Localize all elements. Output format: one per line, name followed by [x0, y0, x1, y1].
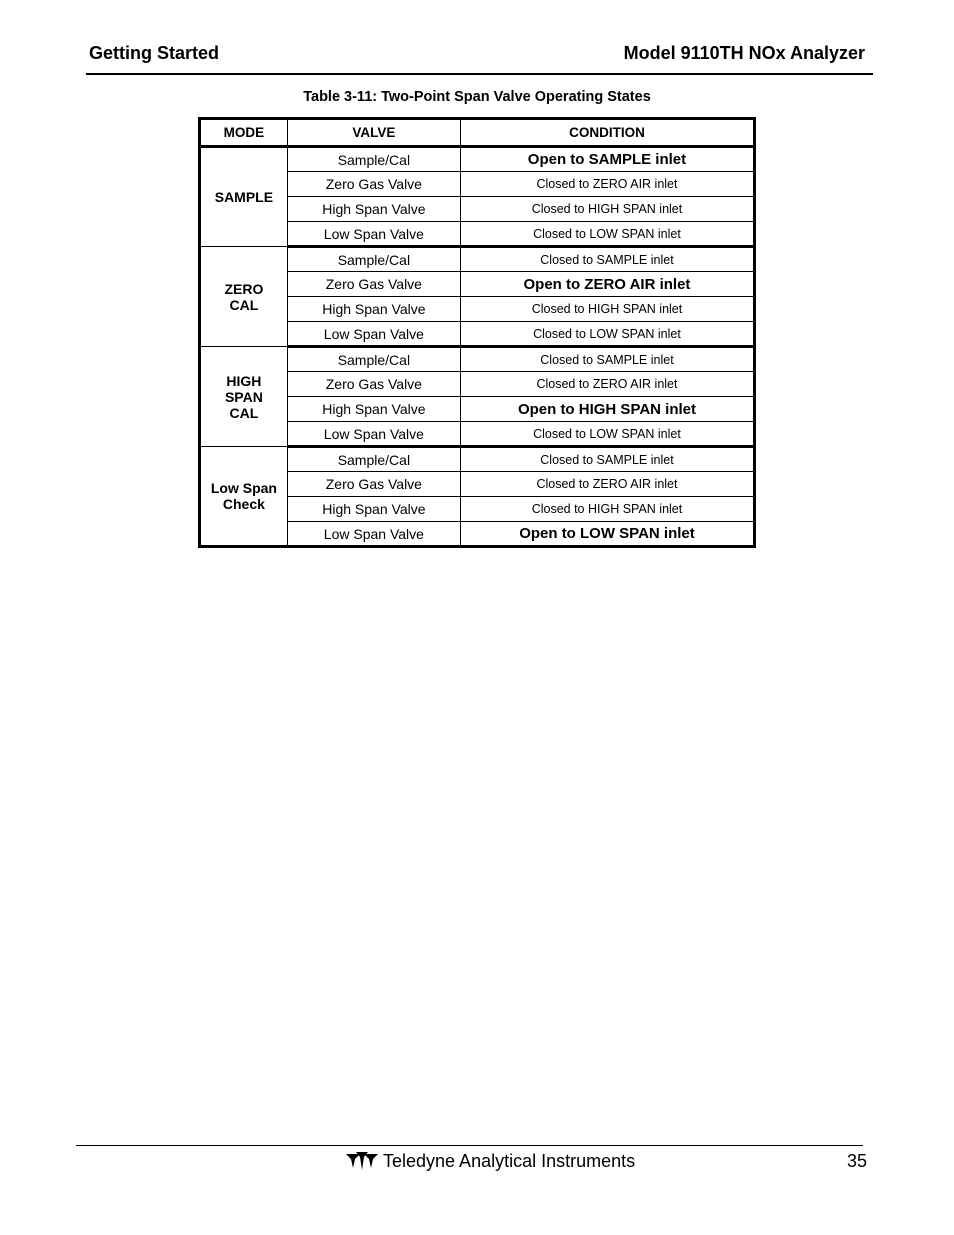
- condition-cell: Closed to ZERO AIR inlet: [460, 472, 754, 497]
- valve-cell: Zero Gas Valve: [287, 472, 460, 497]
- table-row: [200, 347, 755, 372]
- condition-cell: Closed to SAMPLE inlet: [460, 347, 754, 372]
- valve-cell: High Span Valve: [287, 197, 460, 222]
- table-caption: Table 3-11: Two-Point Span Valve Operating States: [303, 89, 651, 105]
- valve-cell: Zero Gas Valve: [287, 372, 460, 397]
- condition-cell: Closed to ZERO AIR inlet: [460, 372, 754, 397]
- condition-cell: Closed to SAMPLE inlet: [460, 447, 754, 472]
- condition-cell: Closed to LOW SPAN inlet: [460, 222, 754, 247]
- condition-cell: Open to ZERO AIR inlet: [460, 272, 754, 297]
- mode-cell: [200, 247, 288, 347]
- column-header-mode: MODE: [200, 119, 288, 147]
- condition-cell: Closed to HIGH SPAN inlet: [460, 297, 754, 322]
- header-divider: [86, 73, 873, 75]
- condition-cell: Open to LOW SPAN inlet: [460, 522, 754, 547]
- condition-cell: Closed to SAMPLE inlet: [460, 247, 754, 272]
- page-number: 35: [846, 1151, 867, 1171]
- valve-cell: Sample/Cal: [287, 247, 460, 272]
- condition-cell: Closed to HIGH SPAN inlet: [460, 197, 754, 222]
- condition-cell: Closed to LOW SPAN inlet: [460, 322, 754, 347]
- mode-label-line: CAL: [229, 404, 259, 421]
- table-row: [200, 147, 755, 172]
- valve-states-table: [198, 117, 756, 548]
- valve-cell: Low Span Valve: [287, 322, 460, 347]
- valve-cell: Zero Gas Valve: [287, 272, 460, 297]
- table-body: [200, 147, 755, 547]
- header-document-title: Model 9110TH NOx Analyzer: [623, 43, 865, 63]
- condition-cell: Closed to HIGH SPAN inlet: [460, 497, 754, 522]
- mode-label-line: Low Span: [210, 480, 277, 496]
- mode-label-line: Check: [222, 496, 265, 512]
- column-header-valve: VALVE: [287, 119, 460, 147]
- header-section-title: Getting Started: [89, 43, 220, 63]
- table-row: [200, 447, 755, 472]
- table-row: [200, 247, 755, 272]
- valve-cell: High Span Valve: [287, 397, 460, 422]
- condition-cell: Closed to ZERO AIR inlet: [460, 172, 754, 197]
- mode-label-line: HIGH: [226, 372, 262, 389]
- valve-cell: High Span Valve: [287, 497, 460, 522]
- mode-label-line: SPAN: [224, 388, 263, 405]
- mode-cell: [200, 447, 288, 547]
- valve-cell: Sample/Cal: [287, 347, 460, 372]
- mode-label-line: SAMPLE: [214, 189, 274, 205]
- footer-company-name: Teledyne Analytical Instruments: [383, 1151, 636, 1171]
- valve-cell: High Span Valve: [287, 297, 460, 322]
- condition-cell: Closed to LOW SPAN inlet: [460, 422, 754, 447]
- condition-cell: Open to SAMPLE inlet: [460, 147, 754, 172]
- condition-cell: Open to HIGH SPAN inlet: [460, 397, 754, 422]
- valve-cell: Sample/Cal: [287, 147, 460, 172]
- valve-cell: Low Span Valve: [287, 422, 460, 447]
- valve-cell: Low Span Valve: [287, 522, 460, 547]
- table-header-row: [200, 119, 755, 147]
- mode-cell: [200, 147, 288, 247]
- teledyne-logo-icon: [344, 1150, 380, 1172]
- mode-label-line: ZERO: [224, 280, 264, 297]
- valve-cell: Sample/Cal: [287, 447, 460, 472]
- mode-label-line: CAL: [229, 296, 259, 313]
- valve-cell: Zero Gas Valve: [287, 172, 460, 197]
- mode-cell: [200, 347, 288, 447]
- valve-cell: Low Span Valve: [287, 222, 460, 247]
- footer-divider: [76, 1145, 863, 1146]
- column-header-condition: CONDITION: [460, 119, 754, 147]
